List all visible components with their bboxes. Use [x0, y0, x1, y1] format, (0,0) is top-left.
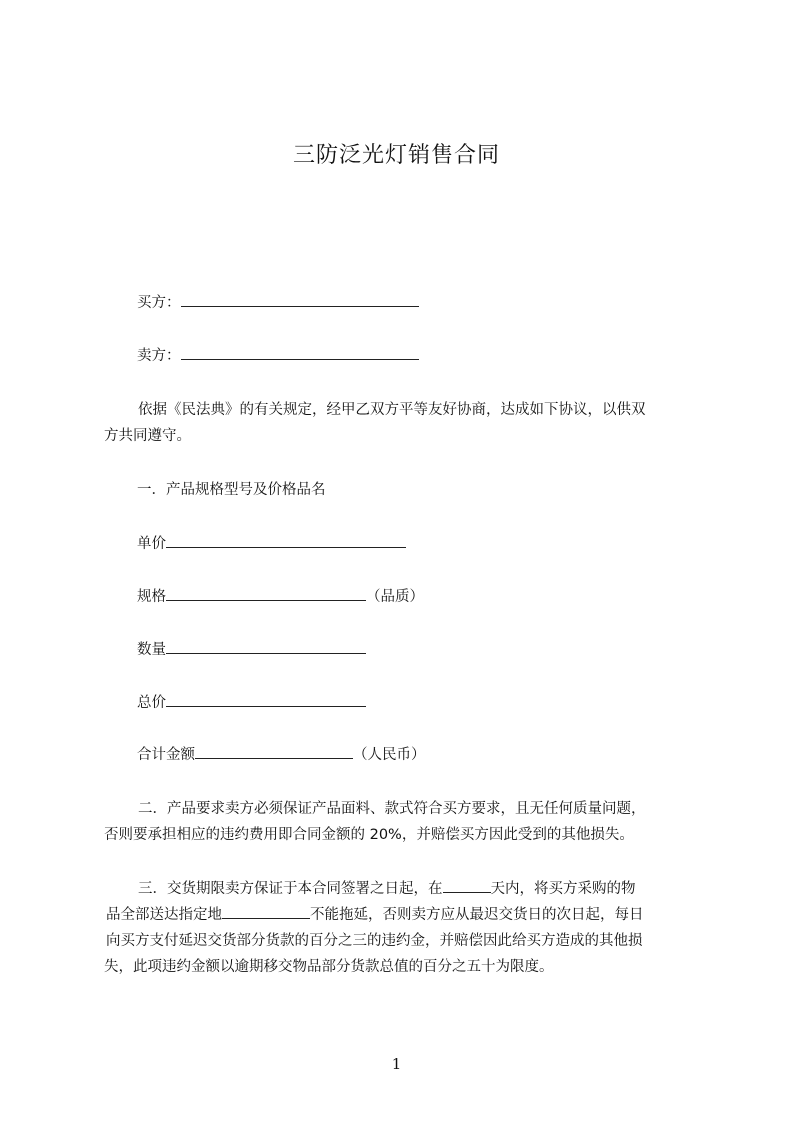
quantity-label: 数量 — [137, 642, 166, 658]
document-title: 三防泛光灯销售合同 — [292, 143, 500, 168]
section-3-line-2a: 品全部送达指定地 — [106, 907, 222, 923]
sum-suffix: （人民币） — [353, 747, 426, 763]
spec-blank — [166, 585, 366, 601]
unit-price-blank — [166, 532, 406, 548]
intro-line-2: 方共同遵守。 — [104, 428, 191, 444]
sum-line — [137, 743, 426, 765]
intro-paragraph — [104, 397, 710, 449]
quantity-line — [137, 638, 366, 660]
spec-line — [137, 585, 424, 607]
section-3-line-1b: 天内，将买方采购的物 — [490, 881, 636, 897]
section-2-line-2: 否则要承担相应的违约费用即合同金额的 20%，并赔偿买方因此受到的其他损失。 — [104, 827, 634, 843]
unit-price-line — [137, 532, 406, 554]
section-3-line-1a: 三．交货期限卖方保证于本合同签署之日起，在 — [138, 881, 443, 897]
section-3-paragraph — [104, 876, 710, 980]
buyer-line — [137, 291, 419, 313]
unit-price-label: 单价 — [137, 536, 166, 552]
delivery-place-blank — [222, 903, 310, 919]
total-label: 总价 — [137, 695, 166, 711]
section-3-line-3: 向买方支付延迟交货部分货款的百分之三的违约金，并赔偿因此给买方造成的其他损 — [106, 933, 643, 949]
intro-line-1: 依据《民法典》的有关规定，经甲乙双方平等友好协商，达成如下协议，以供双 — [138, 402, 646, 418]
delivery-days-blank — [443, 877, 491, 893]
section-3-line-4: 失，此项违约金额以逾期移交物品部分货款总值的百分之五十为限度。 — [104, 959, 554, 975]
buyer-blank — [181, 291, 419, 307]
sum-label: 合计金额 — [137, 747, 195, 763]
seller-line — [137, 344, 419, 366]
section-2-paragraph — [104, 796, 710, 848]
seller-label: 卖方： — [137, 348, 181, 364]
section-1-heading: 一．产品规格型号及价格品名 — [137, 482, 326, 498]
total-line — [137, 691, 366, 713]
buyer-label: 买方： — [137, 295, 181, 311]
page-number: 1 — [391, 1055, 402, 1073]
section-3-line-2b: 不能拖延，否则卖方应从最迟交货日的次日起，每日 — [310, 907, 644, 923]
total-blank — [166, 691, 366, 707]
spec-label: 规格 — [137, 589, 166, 605]
seller-blank — [181, 344, 419, 360]
sum-blank — [195, 743, 353, 759]
section-2-line-1: 二．产品要求卖方必须保证产品面料、款式符合买方要求，且无任何质量问题， — [138, 801, 646, 817]
spec-suffix: （品质） — [366, 589, 424, 605]
quantity-blank — [166, 638, 366, 654]
